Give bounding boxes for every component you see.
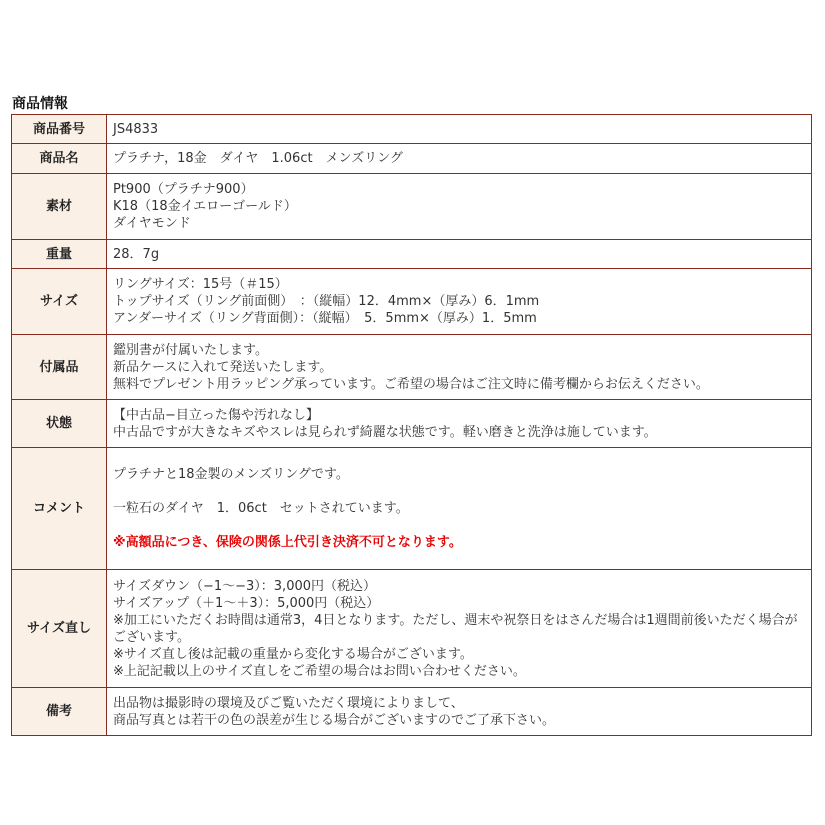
label-remarks: 備考 <box>12 688 107 736</box>
label-size: サイズ <box>12 269 107 335</box>
value-item-number: JS4833 <box>107 115 812 144</box>
size-line: リングサイズ：15号（＃15） <box>113 277 288 292</box>
resize-line: ※サイズ直し後は記載の重量から変化する場合がございます。 <box>113 646 473 662</box>
value-size <box>107 269 812 335</box>
condition-line: 【中古品−目立った傷や汚れなし】 <box>113 407 319 423</box>
row-material <box>12 174 812 240</box>
remarks-line: 商品写真とは若干の色の誤差が生じる場合がございますのでご了承下さい。 <box>113 712 556 728</box>
value-condition <box>107 400 812 448</box>
size-line: アンダーサイズ（リング背面側）：（縦幅） 5．5mm×（厚み）1．5mm <box>113 311 537 326</box>
row-item-number <box>12 115 812 144</box>
value-accessories <box>107 335 812 400</box>
size-line: トップサイズ（リング前面側） ：（縦幅）12．4mm×（厚み）6．1mm <box>113 294 540 309</box>
value-comment <box>107 448 812 570</box>
material-line: ダイヤモンド <box>113 216 191 231</box>
section-title: 商品情報 <box>12 96 68 112</box>
material-line: K18（18金イエローゴールド） <box>113 199 297 214</box>
row-item-name <box>12 144 812 174</box>
resize-line: ※加工にいただくお時間は通常3，4日となります。ただし、週末や祝祭日をはさんだ場合は1週間前後いただく場合がございます。 <box>113 612 798 645</box>
label-condition: 状態 <box>12 400 107 448</box>
row-accessories <box>12 335 812 400</box>
row-size <box>12 269 812 335</box>
label-weight: 重量 <box>12 240 107 269</box>
label-item-number: 商品番号 <box>12 115 107 144</box>
comment-warning: ※高額品につき、保険の関係上代引き決済不可となります。 <box>113 535 462 550</box>
remarks-line: 出品物は撮影時の環境及びご覧いただく環境によりまして、 <box>113 695 464 711</box>
row-condition <box>12 400 812 448</box>
resize-line: サイズアップ（＋1〜＋3）：5,000円（税込） <box>113 595 380 611</box>
value-item-name: プラチナ，18金 ダイヤ 1.06ct メンズリング <box>107 144 812 174</box>
resize-line: ※上記記載以上のサイズ直しをご希望の場合はお問い合わせください。 <box>113 663 526 679</box>
label-material: 素材 <box>12 174 107 240</box>
value-weight: 28．7g <box>107 240 812 269</box>
accessories-line: 鑑別書が付属いたします。 <box>113 342 268 358</box>
row-comment <box>12 448 812 570</box>
accessories-line: 新品ケースに入れて発送いたします。 <box>113 359 333 375</box>
comment-line: プラチナと18金製のメンズリングです。 <box>113 467 349 482</box>
row-remarks <box>12 688 812 736</box>
value-remarks <box>107 688 812 736</box>
label-item-name: 商品名 <box>12 144 107 174</box>
comment-line: 一粒石のダイヤ 1．06ct セットされています。 <box>113 501 409 516</box>
material-line: Pt900（プラチナ900） <box>113 182 254 197</box>
label-accessories: 付属品 <box>12 335 107 400</box>
value-resize <box>107 570 812 688</box>
label-comment: コメント <box>12 448 107 570</box>
condition-line: 中古品ですが大きなキズやスレは見られず綺麗な状態です。軽い磨きと洗浄は施しています。 <box>113 424 657 440</box>
label-resize: サイズ直し <box>12 570 107 688</box>
value-material <box>107 174 812 240</box>
product-info-table <box>11 114 812 736</box>
row-resize <box>12 570 812 688</box>
row-weight <box>12 240 812 269</box>
resize-line: サイズダウン（−1〜−3）：3,000円（税込） <box>113 578 377 594</box>
accessories-line: 無料でプレゼント用ラッピング承っています。ご希望の場合はご注文時に備考欄からお伝えください。 <box>113 376 709 392</box>
